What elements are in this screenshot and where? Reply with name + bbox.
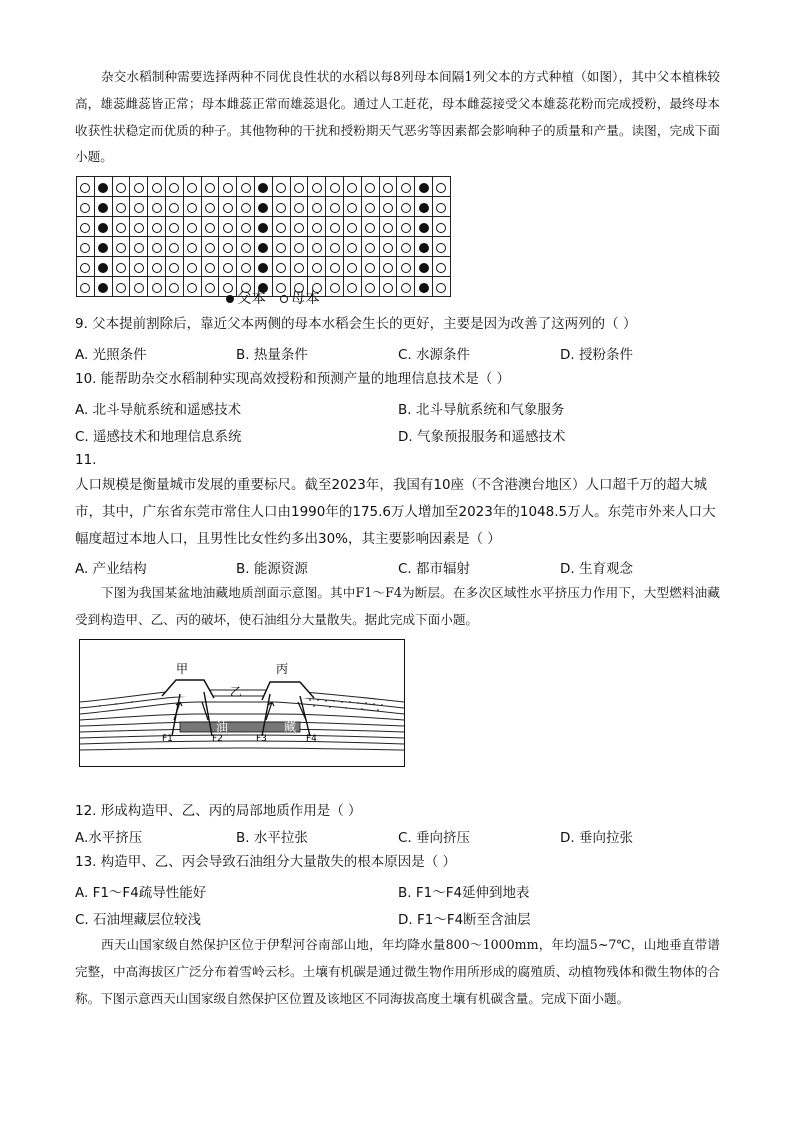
q12-stem: 12. 形成构造甲、乙、丙的局部地质作用是（ ） [75,803,362,819]
mother-plant-icon [187,263,197,273]
mother-plant-icon [152,223,162,233]
grid-cell [397,177,415,197]
q13-stem: 13. 构造甲、乙、丙会导致石油组分大量散失的根本原因是（ ） [75,854,457,870]
grid-cell [130,257,148,277]
grid-cell [379,197,397,217]
father-plant-icon [258,223,268,233]
grid-cell [165,217,183,237]
mother-plant-icon [169,283,179,293]
grid-cell [94,277,112,297]
q13-option-a: A. F1～F4疏导性能好 [75,885,207,901]
label-f2: F2 [212,734,223,744]
father-plant-icon [98,283,108,293]
grid-cell [415,217,433,237]
grid-cell [254,257,272,277]
grid-cell [165,237,183,257]
mother-plant-icon [365,263,375,273]
mother-plant-icon [169,263,179,273]
mother-plant-icon [330,203,340,213]
mother-plant-icon [436,203,446,213]
mother-plant-icon [152,243,162,253]
father-plant-icon [98,183,108,193]
grid-cell [272,177,290,197]
mother-plant-icon [276,223,286,233]
grid-cell [432,277,450,297]
label-f3: F3 [256,734,267,744]
grid-cell [415,177,433,197]
mother-plant-icon [169,183,179,193]
father-plant-icon [419,183,429,193]
grid-cell [148,217,166,237]
mother-plant-icon [276,203,286,213]
mother-plant-icon [205,263,215,273]
grid-cell [254,197,272,217]
q12-option-c: C. 垂向挤压 [398,830,471,846]
grid-cell [432,217,450,237]
mother-plant-icon [401,263,411,273]
mother-plant-icon [134,223,144,233]
grid-row [77,217,451,237]
mother-plant-icon [205,183,215,193]
grid-cell [415,197,433,217]
father-plant-icon [419,223,429,233]
mother-plant-icon [169,223,179,233]
grid-cell [397,257,415,277]
grid-cell [165,197,183,217]
father-plant-icon [419,203,429,213]
grid-cell [183,177,201,197]
mother-plant-icon [401,203,411,213]
grid-cell [112,257,130,277]
grid-cell [77,217,95,237]
mother-plant-icon [294,183,304,193]
q13-option-d: D. F1～F4断至含油层 [398,912,531,928]
grid-cell [326,277,344,297]
grid-cell [183,237,201,257]
mother-plant-icon [330,243,340,253]
mother-plant-icon [383,183,393,193]
grid-cell [183,197,201,217]
q9-option-b: B. 热量条件 [236,347,308,363]
mother-plant-icon [294,243,304,253]
grid-cell [290,197,308,217]
mother-plant-icon [134,263,144,273]
grid-cell [379,177,397,197]
grid-cell [165,177,183,197]
mother-plant-icon [169,203,179,213]
father-plant-icon [419,243,429,253]
grid-cell [237,257,255,277]
q12-option-d: D. 垂向拉张 [560,830,633,846]
grid-cell [308,197,326,217]
father-plant-icon [258,263,268,273]
grid-cell [165,257,183,277]
grid-cell [77,237,95,257]
q10-option-b: B. 北斗导航系统和气象服务 [398,402,565,418]
q11-option-a: A. 产业结构 [75,561,147,577]
grid-cell [343,217,361,237]
legend-mother: 母本 [290,291,320,307]
grid-cell [308,177,326,197]
grid-cell [290,257,308,277]
father-plant-icon [419,283,429,293]
mother-plant-icon [312,203,322,213]
mother-plant-icon [276,243,286,253]
mother-plant-icon [383,243,393,253]
grid-cell [148,277,166,297]
grid-cell [254,177,272,197]
mother-plant-icon [294,223,304,233]
mother-plant-icon [223,243,233,253]
mother-plant-icon [330,223,340,233]
label-f1: F1 [162,734,173,744]
father-plant-icon [98,263,108,273]
father-plant-icon [258,243,268,253]
q13-option-b: B. F1～F4延伸到地表 [398,885,530,901]
grid-cell [130,217,148,237]
grid-cell [397,277,415,297]
grid-cell [254,217,272,237]
q9-option-d: D. 授粉条件 [560,347,633,363]
mother-plant-icon [134,203,144,213]
mother-plant-icon [152,263,162,273]
grid-cell [94,237,112,257]
mother-plant-icon [223,183,233,193]
q11-option-d: D. 生育观念 [560,561,633,577]
mother-plant-icon [347,203,357,213]
grid-cell [237,217,255,237]
q10-option-d: D. 气象预报服务和遥感技术 [398,429,566,445]
grid-cell [94,177,112,197]
mother-plant-icon [241,263,251,273]
q12-option-a: A.水平挤压 [75,830,143,846]
grid-cell [130,177,148,197]
q9-option-c: C. 水源条件 [398,347,471,363]
mother-plant-icon [312,183,322,193]
grid-cell [397,217,415,237]
q11-stem: 人口规模是衡量城市发展的重要标尺。截至2023年，我国有10座（不含港澳台地区）人口超千万的超大城市，其中，广东省东莞市常住人口由1990年的175.6万人增加至2023年的1048.5万人。东莞市外来人口大幅度超过本地人口，且男性比女性约多出30%，其主要影响因素是（ ） [75,477,716,547]
mother-plant-icon [330,283,340,293]
mother-plant-icon [330,183,340,193]
grid-cell [379,257,397,277]
grid-cell [272,257,290,277]
grid-cell [201,237,219,257]
mother-plant-icon [223,203,233,213]
mother-plant-icon [205,243,215,253]
mother-plant-icon [365,283,375,293]
label-you: 油 [216,720,229,734]
mother-plant-icon [330,263,340,273]
grid-row [77,177,451,197]
mother-plant-icon [80,183,90,193]
mother-plant-icon [365,243,375,253]
grid-cell [397,197,415,217]
mother-plant-icon [276,263,286,273]
grid-cell [130,197,148,217]
mother-plant-icon [187,183,197,193]
grid-cell [254,237,272,257]
mother-plant-icon [276,183,286,193]
grid-cell [130,237,148,257]
grid-cell [343,177,361,197]
grid-cell [361,237,379,257]
mother-plant-icon [223,223,233,233]
mother-plant-icon [80,243,90,253]
mother-plant-icon [383,223,393,233]
mother-plant-icon [347,243,357,253]
grid-cell [112,217,130,237]
label-yi: 乙 [230,685,243,699]
mother-plant-icon [152,203,162,213]
grid-cell [432,237,450,257]
grid-legend [226,287,320,308]
mother-plant-icon [401,243,411,253]
label-f4: F4 [306,734,317,744]
mother-plant-icon [312,223,322,233]
mother-plant-icon [383,283,393,293]
q10-option-a: A. 北斗导航系统和遥感技术 [75,402,242,418]
mother-plant-icon [401,183,411,193]
mother-plant-icon [241,243,251,253]
mother-plant-icon [365,223,375,233]
mother-plant-icon [187,243,197,253]
grid-cell [432,257,450,277]
mother-plant-icon [347,263,357,273]
grid-cell [77,277,95,297]
grid-cell [148,257,166,277]
grid-cell [112,277,130,297]
q11-number: 11. [75,452,97,468]
grid-cell [130,277,148,297]
father-dot-icon [226,295,234,303]
mother-plant-icon [223,263,233,273]
mother-plant-icon [241,183,251,193]
mother-plant-icon [312,243,322,253]
grid-cell [343,197,361,217]
mother-plant-icon [436,283,446,293]
grid-cell [343,237,361,257]
grid-cell [415,257,433,277]
mother-plant-icon [187,223,197,233]
father-plant-icon [258,183,268,193]
mother-plant-icon [241,223,251,233]
q11-option-c: C. 都市辐射 [398,561,471,577]
grid-cell [326,237,344,257]
oil-intro-paragraph: 下图为我国某盆地油藏地质剖面示意图。其中F1～F4为断层。在多次区域性水平挤压力作用下，大型燃料油藏受到构造甲、乙、丙的破坏，使石油组分大量散失。据此完成下面小题。 [75,585,720,627]
mother-plant-icon [205,283,215,293]
grid-cell [112,197,130,217]
grid-cell [308,257,326,277]
mother-plant-icon [436,183,446,193]
father-plant-icon [98,243,108,253]
grid-cell [397,237,415,257]
mother-plant-icon [152,183,162,193]
mother-plant-icon [383,263,393,273]
grid-row [77,257,451,277]
mother-plant-icon [294,203,304,213]
mother-plant-icon [436,243,446,253]
grid-cell [361,197,379,217]
mother-plant-icon [241,203,251,213]
mother-plant-icon [134,283,144,293]
grid-cell [308,217,326,237]
label-jia: 甲 [176,662,189,676]
grid-cell [183,277,201,297]
q12-option-b: B. 水平拉张 [236,830,308,846]
mother-plant-icon [436,263,446,273]
mother-plant-icon [116,203,126,213]
mother-plant-icon [187,203,197,213]
grid-cell [201,257,219,277]
q10-option-c: C. 遥感技术和地理信息系统 [75,429,242,445]
grid-cell [343,277,361,297]
father-plant-icon [98,203,108,213]
grid-cell [77,197,95,217]
grid-cell [201,217,219,237]
grid-cell [343,257,361,277]
mother-dot-icon [280,295,288,303]
grid-cell [112,237,130,257]
grid-cell [272,197,290,217]
grid-cell [415,237,433,257]
mother-plant-icon [401,223,411,233]
grid-cell [379,277,397,297]
father-plant-icon [419,263,429,273]
grid-cell [272,237,290,257]
mother-plant-icon [365,183,375,193]
grid-cell [361,177,379,197]
grid-cell [361,217,379,237]
mother-plant-icon [294,263,304,273]
grid-cell [148,237,166,257]
grid-cell [183,257,201,277]
grid-cell [94,257,112,277]
grid-cell [272,217,290,237]
q10-stem: 10. 能帮助杂交水稻制种实现高效授粉和预测产量的地理信息技术是（ ） [75,371,511,387]
grid-cell [94,217,112,237]
mother-plant-icon [116,183,126,193]
grid-row [77,237,451,257]
mother-plant-icon [169,243,179,253]
grid-cell [326,217,344,237]
q9-option-a: A. 光照条件 [75,347,147,363]
mother-plant-icon [383,203,393,213]
grid-cell [361,277,379,297]
mother-plant-icon [152,283,162,293]
grid-cell [326,177,344,197]
q13-option-c: C. 石油埋藏层位较浅 [75,912,202,928]
grid-cell [165,277,183,297]
grid-cell [415,277,433,297]
grid-cell [112,177,130,197]
mother-plant-icon [205,203,215,213]
mother-plant-icon [116,243,126,253]
intro-paragraph: 杂交水稻制种需要选择两种不同优良性状的水稻以每8列母本间隔1列父本的方式种植（如图），其中父本植株较高，雄蕊雌蕊皆正常；母本雌蕊正常而雄蕊退化。通过人工赶花，母本雌蕊接受父本雄蕊花粉而完成授粉，最终母本收获性状稳定而优质的种子。其他物种的干扰和授粉期天气恶劣等因素都会影响种子的质量和产量。读图，完成下面小题。 [75,69,720,165]
grid-cell [237,237,255,257]
planting-grid [76,176,451,297]
grid-cell [219,237,237,257]
grid-row [77,197,451,217]
grid-cell [361,257,379,277]
mother-plant-icon [116,263,126,273]
grid-cell [219,217,237,237]
father-plant-icon [98,223,108,233]
grid-cell [432,197,450,217]
grid-cell [201,197,219,217]
grid-cell [326,197,344,217]
grid-cell [237,197,255,217]
grid-cell [94,197,112,217]
mother-plant-icon [116,283,126,293]
grid-cell [77,257,95,277]
mother-plant-icon [116,223,126,233]
q9-stem: 9. 父本提前割除后，靠近父本两侧的母本水稻会生长的更好，主要是因为改善了这两列的（ ） [75,316,637,332]
label-bing: 丙 [276,662,289,676]
legend-father: 父本 [237,291,266,307]
grid-cell [290,177,308,197]
mother-plant-icon [365,203,375,213]
grid-cell [201,277,219,297]
grid-cell [379,237,397,257]
mother-plant-icon [187,283,197,293]
grid-cell [290,217,308,237]
mother-plant-icon [436,223,446,233]
grid-cell [77,177,95,197]
mother-plant-icon [347,223,357,233]
mother-plant-icon [347,183,357,193]
grid-cell [237,177,255,197]
grid-cell [201,177,219,197]
mother-plant-icon [80,263,90,273]
grid-cell [148,177,166,197]
mother-plant-icon [80,203,90,213]
grid-cell [326,257,344,277]
grid-cell [148,197,166,217]
grid-cell [183,217,201,237]
mother-plant-icon [134,243,144,253]
grid-cell [219,177,237,197]
xitian-paragraph: 西天山国家级自然保护区位于伊犁河谷南部山地，年均降水量800～1000mm，年均温5~7℃，山地垂直带谱完整，中高海拔区广泛分布着雪岭云杉。土壤有机碳是通过微生物作用所形成的腐殖质、动植物残体和微生物体的合称。下图示意西天山国家级自然保护区位置及该地区不同海拔高度土壤有机碳含量。完成下面小题。 [75,937,720,1006]
oil-section-diagram [79,639,405,767]
grid-cell [379,217,397,237]
label-cang: 藏 [284,720,297,734]
mother-plant-icon [312,263,322,273]
mother-plant-icon [347,283,357,293]
grid-cell [219,197,237,217]
grid-cell [432,177,450,197]
father-plant-icon [258,203,268,213]
grid-cell [290,237,308,257]
mother-plant-icon [134,183,144,193]
grid-cell [308,237,326,257]
q11-option-b: B. 能源资源 [236,561,308,577]
mother-plant-icon [80,223,90,233]
mother-plant-icon [401,283,411,293]
mother-plant-icon [205,223,215,233]
mother-plant-icon [80,283,90,293]
grid-cell [219,257,237,277]
